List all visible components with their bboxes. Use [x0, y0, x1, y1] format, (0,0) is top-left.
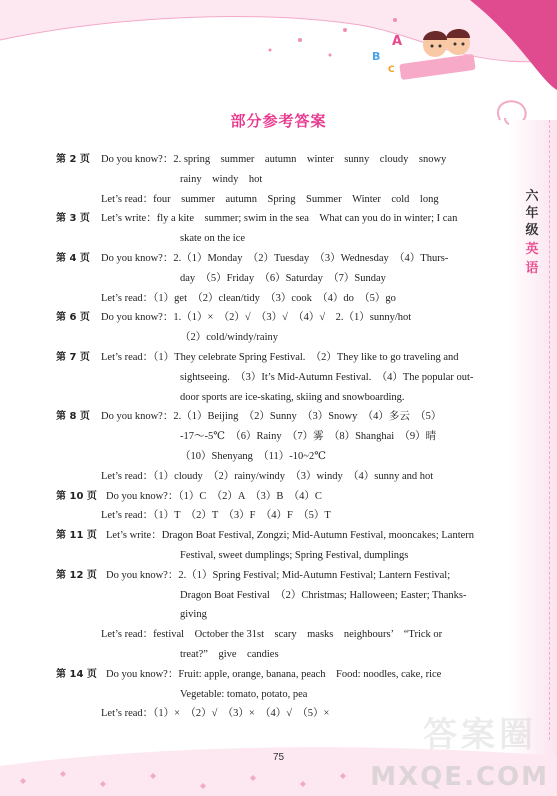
- answer-text: Let’s read：（1）They celebrate Spring Festival. （2）They like to go traveling and: [101, 352, 459, 363]
- answer-text: sightseeing. （3）It’s Mid-Autumn Festival. （4）The popular out-: [180, 371, 474, 383]
- answer-text: Do you know?：2.（1）Spring Festival; Mid-Autumn Festival; Lantern Festival;: [106, 569, 451, 581]
- answer-text: Do you know?：2.（1）Beijing （2）Sunny （3）Snowy （4）多云 （5）: [101, 411, 442, 423]
- answer-text: Do you know?：2. spring summer autumn winter sunny cloudy snowy: [101, 154, 447, 165]
- answer-text: Let’s read：（1）get （2）clean/tidy （3）cook （4）do （5）go: [101, 292, 396, 304]
- page-ref: 第 7 页: [56, 352, 90, 363]
- answer-text: door sports are ice-skating, skiing and snowboarding.: [180, 391, 405, 403]
- page-ref: 第 4 页: [56, 253, 90, 264]
- answer-text: Let’s read：（1）cloudy （2）rainy/windy （3）windy （4）sunny and hot: [101, 470, 434, 482]
- answer-text: Let’s read：four summer autumn Spring Summer Winter cold long: [101, 193, 439, 205]
- page-ref: 第 14 页: [56, 668, 97, 680]
- watermark-chinese: 答案圈: [423, 715, 537, 755]
- answer-text: Do you know?：Fruit: apple, orange, banana, peach Food: noodles, cake, rice: [106, 668, 442, 680]
- answer-text: （2）cold/windy/rainy: [180, 332, 278, 344]
- answer-text: treat?” give candies: [180, 649, 279, 660]
- page-ref: 第 8 页: [56, 411, 90, 423]
- answer-text: Do you know?：2.（1）Monday （2）Tuesday （3）Wednesday （4）Thurs-: [101, 253, 449, 264]
- answer-text: Let’s read：festival October the 31st scary masks neighbours’ “Trick or: [101, 629, 443, 641]
- answer-text: day （5）Friday （6）Saturday （7）Sunday: [180, 272, 386, 284]
- answer-text: Let’s write：Dragon Boat Festival, Zongzi; Mid-Autumn Festival, mooncakes; Lantern: [106, 530, 475, 542]
- answer-text: rainy windy hot: [180, 173, 263, 185]
- dotted-divider: [549, 120, 551, 740]
- decor-letter-c: C: [388, 65, 395, 75]
- answer-text: -17～-5℃ （6）Rainy （7）雾 （8）Shanghai （9）晴: [180, 431, 437, 443]
- answer-text: Do you know?：（1）C （2）A （3）B （4）C: [106, 490, 322, 502]
- page-ref: 第 3 页: [56, 213, 90, 225]
- page-ref: 第 12 页: [56, 569, 97, 581]
- answer-text: Festival, sweet dumplings; Spring Festival, dumplings: [180, 550, 409, 561]
- answer-text: Vegetable: tomato, potato, pea: [180, 688, 308, 700]
- answer-text: skate on the ice: [180, 233, 246, 245]
- page-number: 75: [272, 752, 285, 763]
- answer-text: Let’s read：（1）× （2）√ （3）× （4）√ （5）×: [101, 708, 330, 720]
- answer-text: Let’s read：（1）T （2）T （3）F （4）F （5）T: [101, 510, 331, 522]
- page-ref: 第 11 页: [56, 530, 97, 542]
- answer-text: Do you know?：1.（1）× （2）√ （3）√ （4）√ 2.（1）sunny/hot: [101, 312, 412, 324]
- page-ref: 第 10 页: [56, 490, 97, 502]
- answer-text: giving: [180, 609, 207, 621]
- watermark-url: MXQE.COM: [370, 762, 549, 792]
- decor-letter-b: B: [372, 50, 381, 63]
- decor-letter-a: A: [392, 34, 403, 49]
- answer-text: Let’s write：fly a kite summer; swim in the sea What can you do in winter; I can: [101, 213, 458, 225]
- answer-text: （10）Shenyang （11）-10~2℃: [180, 451, 326, 462]
- grade-subject-label: 六 年 级 英 语: [525, 189, 539, 276]
- page-title: 部分参考答案: [230, 112, 327, 130]
- page-ref: 第 6 页: [56, 312, 90, 324]
- answer-text: Dragon Boat Festival （2）Christmas; Halloween; Easter; Thanks-: [180, 589, 467, 601]
- page-ref: 第 2 页: [56, 154, 90, 165]
